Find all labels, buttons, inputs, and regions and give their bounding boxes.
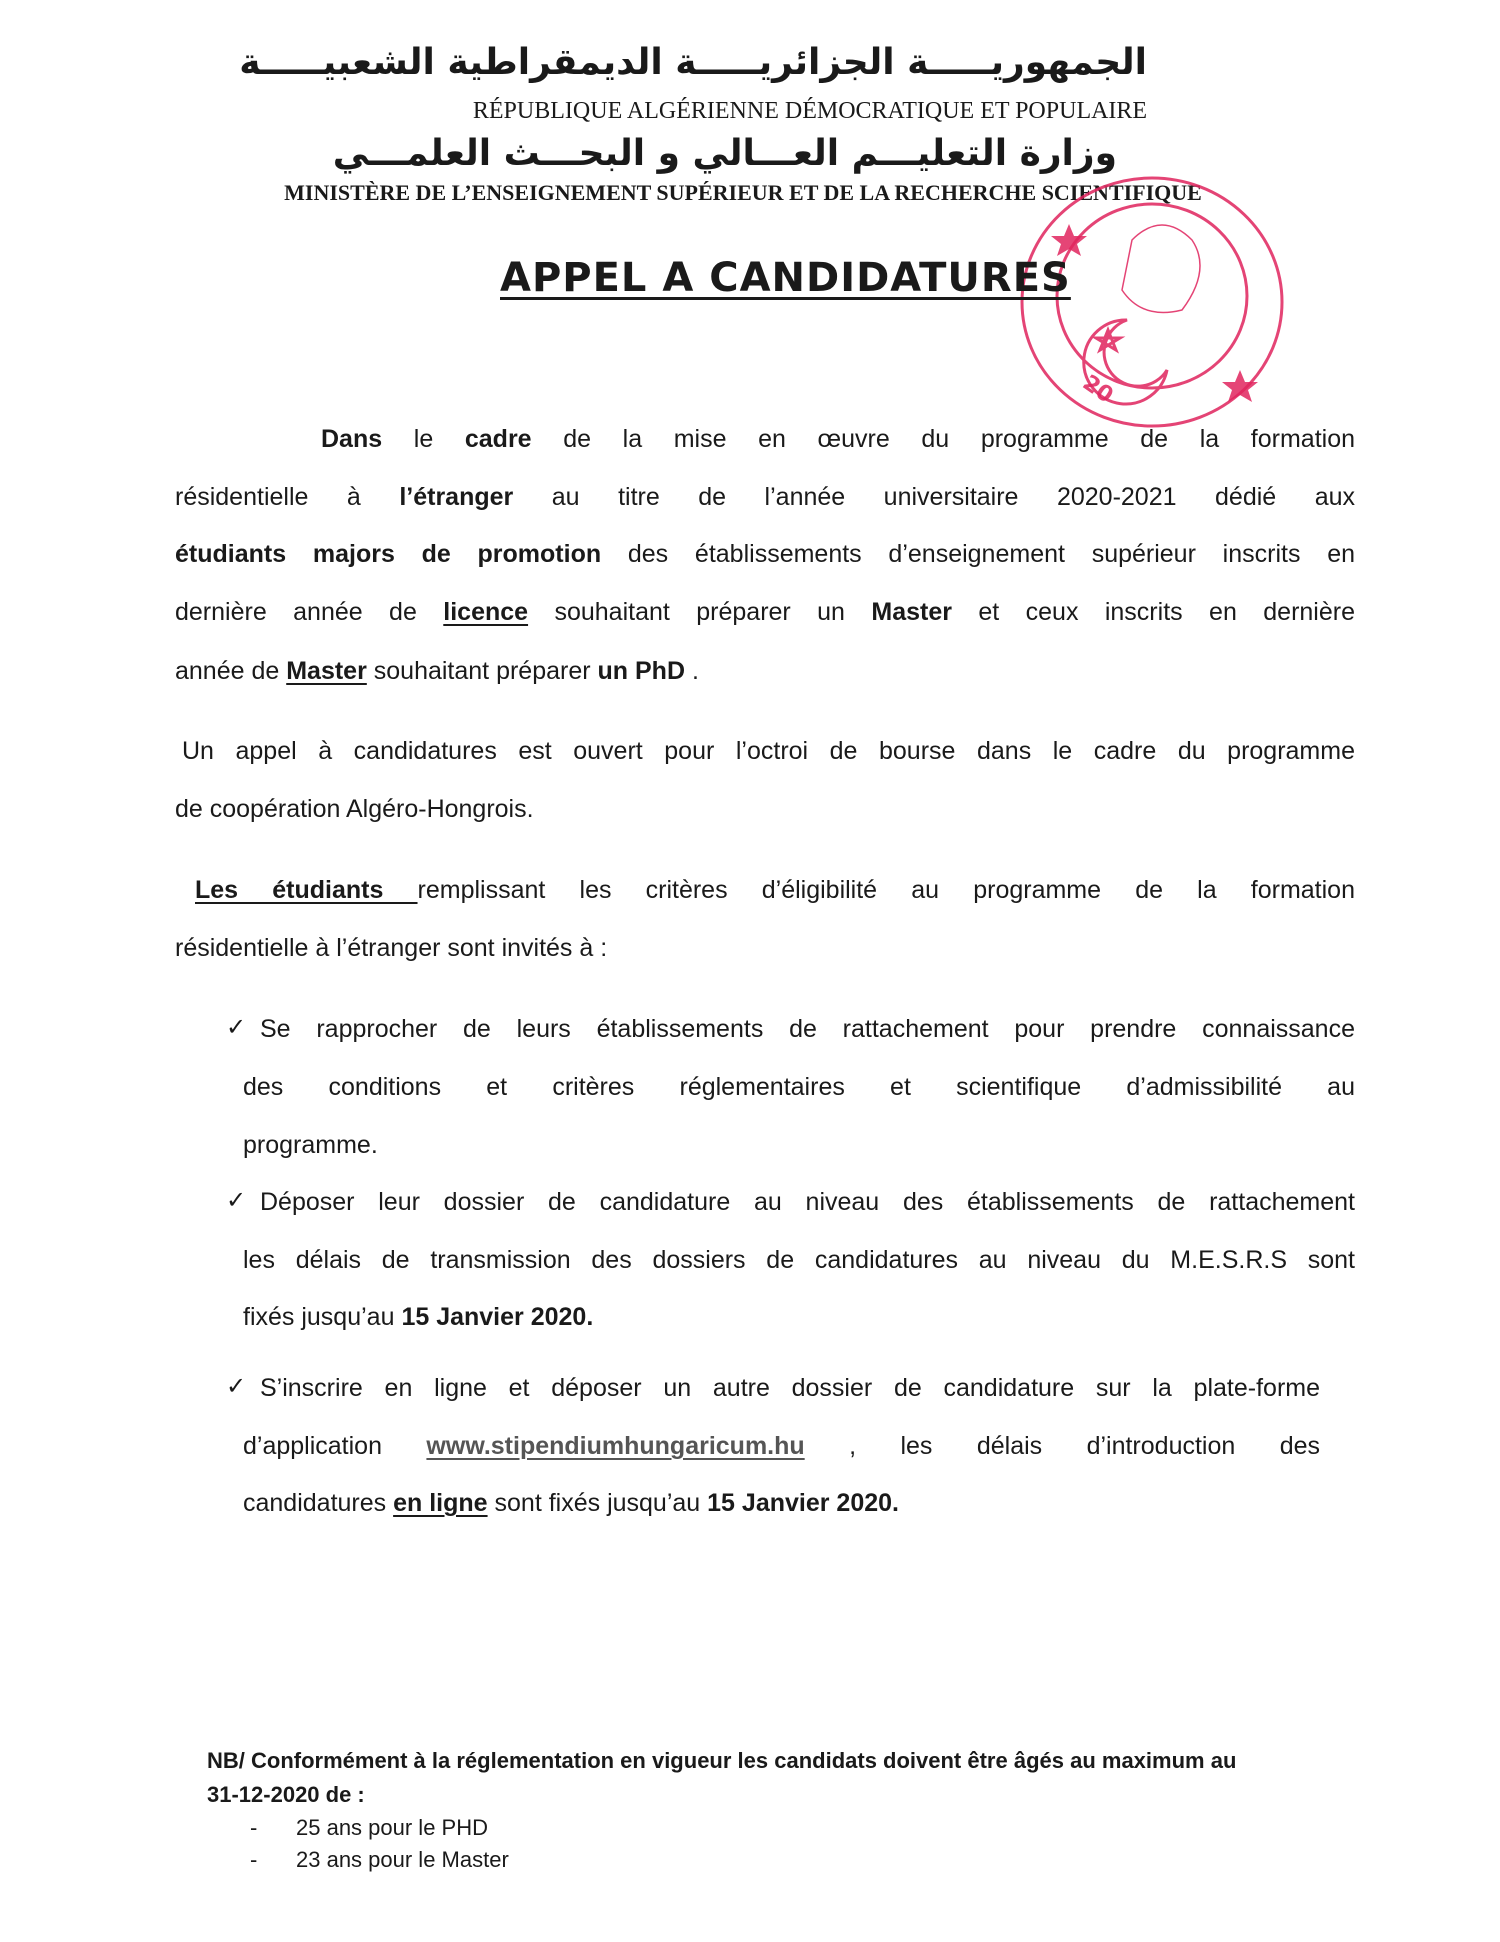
text-segment: Dans (321, 425, 414, 453)
text-segment: en ligne (393, 1489, 488, 1517)
paragraph-line (175, 479, 1355, 515)
paragraph-line (175, 594, 1355, 630)
website-link[interactable]: www.stipendiumhungaricum.hu (426, 1432, 805, 1460)
text-segment: , les délais d’introduction des (804, 1432, 1320, 1460)
text-segment: d’application (243, 1432, 427, 1460)
text-segment: et ceux inscrits en dernière (951, 598, 1355, 626)
bullet-line (260, 1184, 1355, 1220)
text-segment: résidentielle à (175, 483, 400, 511)
stamp-number: 20 (1077, 370, 1118, 409)
text-segment: Se rapprocher de leurs établissements de rattachement pour prendre connaissance (260, 1015, 1355, 1043)
arabic-republic-heading: الجمهوريـــــة الجزائريـــــة الديمقراطية الشعبيـــــة (239, 42, 1147, 83)
text-segment: des conditions et critères réglementaires et scientifique d’admissibilité au (243, 1073, 1355, 1101)
bullet-line (243, 1127, 378, 1163)
paragraph-line (195, 872, 1355, 908)
text-segment: dernière année de (175, 598, 444, 626)
paragraph-line (175, 536, 1355, 572)
text-segment: un PhD (597, 657, 686, 685)
text-segment: résidentielle à l’étranger sont invités à : (175, 934, 608, 962)
page-title: APPEL A CANDIDATURES (500, 255, 1071, 301)
paragraph-line (175, 930, 607, 966)
text-segment: le (413, 425, 465, 453)
text-segment: des établissements d’enseignement supérieur inscrits en (601, 540, 1355, 568)
bullet-line (243, 1428, 1320, 1464)
text-segment: licence (443, 598, 529, 626)
check-icon: ✓ (226, 1013, 247, 1041)
paragraph-line (175, 653, 699, 689)
bullet-line (260, 1011, 1355, 1047)
text-segment: fixés jusqu’au (243, 1303, 402, 1331)
french-ministry-heading: MINISTÈRE DE L’ENSEIGNEMENT SUPÉRIEUR ET DE LA RECHERCHE SCIENTIFIQUE (284, 180, 1202, 205)
check-icon: ✓ (226, 1186, 247, 1214)
paragraph-line (175, 791, 534, 827)
bullet-line (243, 1299, 593, 1335)
paragraph-line (321, 421, 1355, 457)
text-segment: souhaitant préparer un (528, 598, 872, 626)
text-segment: 15 Janvier 2020. (707, 1489, 899, 1517)
text-segment: année de (175, 657, 287, 685)
text-segment: au titre de l’année universitaire 2020-2021 dédié aux (513, 483, 1355, 511)
text-segment: Déposer leur dossier de candidature au niveau des établissements de rattachement (260, 1188, 1355, 1216)
text-segment: sont fixés jusqu’au (487, 1489, 708, 1517)
bullet-line (243, 1485, 899, 1521)
text-segment: Master (286, 657, 367, 685)
nb-note-line1: NB/ Conformément à la réglementation en vigueur les candidats doivent être âgés au maximum au (207, 1748, 1237, 1773)
text-segment: . (685, 657, 699, 685)
check-icon: ✓ (226, 1372, 247, 1400)
nb-item: 25 ans pour le PHD (296, 1815, 488, 1840)
nb-dash: - (250, 1847, 258, 1872)
text-segment: cadre (464, 425, 564, 453)
text-segment: remplissant les critères d’éligibilité au programme de la formation (417, 876, 1355, 904)
arabic-ministry-heading: وزارة التعليـــم العـــالي و البحـــث العلمـــي (332, 133, 1117, 174)
text-segment: de coopération Algéro-Hongrois. (175, 795, 534, 823)
text-segment: Les étudiants (195, 876, 418, 904)
text-segment: les délais de transmission des dossiers de candidatures au niveau du M.E.S.R.S sont (243, 1246, 1355, 1274)
text-segment: candidatures (243, 1489, 394, 1517)
text-segment: étudiants majors de promotion (175, 540, 602, 568)
official-stamp (1012, 170, 1292, 435)
bullet-line (260, 1370, 1320, 1406)
text-segment: S’inscrire en ligne et déposer un autre dossier de candidature sur la plate-forme (260, 1374, 1320, 1402)
text-segment: Master (871, 598, 952, 626)
bullet-line (243, 1242, 1355, 1278)
paragraph-line (182, 733, 1355, 769)
french-republic-heading: RÉPUBLIQUE ALGÉRIENNE DÉMOCRATIQUE ET POPULAIRE (472, 98, 1148, 124)
text-segment: l’étranger (399, 483, 514, 511)
text-segment: 15 Janvier 2020. (401, 1303, 594, 1331)
text-segment: souhaitant préparer (366, 657, 598, 685)
text-segment: Un appel à candidatures est ouvert pour l’octroi de bourse dans le cadre du programme (182, 737, 1355, 765)
nb-note-line2: 31-12-2020 de : (207, 1782, 365, 1807)
nb-dash: - (250, 1815, 258, 1840)
text-segment: programme. (243, 1131, 378, 1159)
nb-item: 23 ans pour le Master (296, 1847, 509, 1872)
text-segment: de la mise en œuvre du programme de la formation (563, 425, 1355, 453)
bullet-line (243, 1069, 1355, 1105)
